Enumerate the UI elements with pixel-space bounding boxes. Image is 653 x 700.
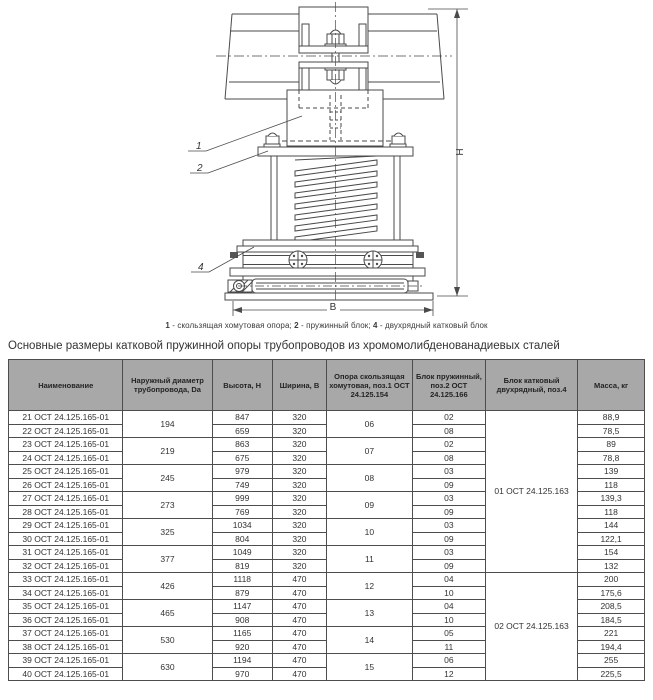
table-cell: 184,5 — [578, 613, 645, 627]
column-header: Блок пружинный, поз.2 ОСТ 24.125.166 — [412, 360, 485, 411]
caption-num-4: 4 — [373, 321, 378, 330]
column-header: Наружный диаметр трубопровода, Da — [123, 360, 212, 411]
table-cell: 08 — [412, 424, 485, 438]
table-cell: 25 ОСТ 24.125.165-01 — [9, 465, 123, 479]
table-cell: 769 — [212, 505, 272, 519]
table-cell: 09 — [412, 559, 485, 573]
table-cell: 08 — [326, 465, 412, 492]
table-cell: 470 — [272, 667, 326, 681]
column-header: Блок катковый двухрядный, поз.4 — [485, 360, 577, 411]
table-cell: 847 — [212, 411, 272, 425]
dimension-h-label: Н — [455, 148, 466, 156]
drawing-caption — [0, 321, 653, 330]
table-cell: 11 — [326, 546, 412, 573]
table-row — [9, 411, 645, 425]
table-cell: 320 — [272, 505, 326, 519]
table-cell: 01 ОСТ 24.125.163 — [485, 411, 577, 573]
table-cell: 02 — [412, 438, 485, 452]
table-cell: 03 — [412, 465, 485, 479]
caption-text-1: - скользящая хомутовая опора; — [169, 321, 295, 330]
table-cell: 07 — [326, 438, 412, 465]
table-cell: 29 ОСТ 24.125.165-01 — [9, 519, 123, 533]
table-cell: 89 — [578, 438, 645, 452]
dimension-b-label: В — [329, 302, 337, 313]
table-cell: 144 — [578, 519, 645, 533]
table-cell: 219 — [123, 438, 212, 465]
table-cell: 31 ОСТ 24.125.165-01 — [9, 546, 123, 560]
table-cell: 12 — [412, 667, 485, 681]
table-cell: 255 — [578, 654, 645, 668]
table-cell: 175,6 — [578, 586, 645, 600]
table-cell: 06 — [412, 654, 485, 668]
table-cell: 30 ОСТ 24.125.165-01 — [9, 532, 123, 546]
table-cell: 320 — [272, 478, 326, 492]
table-cell: 225,5 — [578, 667, 645, 681]
table-cell: 09 — [412, 505, 485, 519]
caption-num-1: 1 — [165, 321, 170, 330]
table-cell: 154 — [578, 546, 645, 560]
caption-num-2: 2 — [294, 321, 299, 330]
table-cell: 03 — [412, 519, 485, 533]
table-cell: 999 — [212, 492, 272, 506]
table-cell: 04 — [412, 600, 485, 614]
table-cell: 118 — [578, 505, 645, 519]
table-cell: 470 — [272, 640, 326, 654]
pipe-clamp-lower — [299, 62, 368, 90]
table-cell: 320 — [272, 559, 326, 573]
caption-text-2: - пружинный блок; — [298, 321, 373, 330]
table-cell: 1034 — [212, 519, 272, 533]
table-cell: 08 — [412, 451, 485, 465]
table-cell: 320 — [272, 519, 326, 533]
table-cell: 1165 — [212, 627, 272, 641]
table-cell: 908 — [212, 613, 272, 627]
column-header: Опора скользящая хомутовая, поз.1 ОСТ 24.125.154 — [326, 360, 412, 411]
table-cell: 377 — [123, 546, 212, 573]
table-cell: 470 — [272, 573, 326, 587]
table-cell: 02 — [412, 411, 485, 425]
table-cell: 03 — [412, 546, 485, 560]
table-cell: 10 — [326, 519, 412, 546]
table-cell: 194 — [123, 411, 212, 438]
table-cell: 1194 — [212, 654, 272, 668]
table-cell: 26 ОСТ 24.125.165-01 — [9, 478, 123, 492]
table-cell: 23 ОСТ 24.125.165-01 — [9, 438, 123, 452]
table-cell: 530 — [123, 627, 212, 654]
table-cell: 05 — [412, 627, 485, 641]
table-cell: 40 ОСТ 24.125.165-01 — [9, 667, 123, 681]
table-cell: 118 — [578, 478, 645, 492]
table-cell: 28 ОСТ 24.125.165-01 — [9, 505, 123, 519]
table-cell: 139,3 — [578, 492, 645, 506]
column-header: Высота, Н — [212, 360, 272, 411]
table-cell: 02 ОСТ 24.125.163 — [485, 573, 577, 681]
slider-support-box — [287, 90, 383, 146]
table-cell: 470 — [272, 654, 326, 668]
table-cell: 09 — [326, 492, 412, 519]
table-cell: 39 ОСТ 24.125.165-01 — [9, 654, 123, 668]
table-cell: 979 — [212, 465, 272, 479]
coil-spring — [295, 156, 377, 242]
table-cell: 04 — [412, 573, 485, 587]
table-cell: 970 — [212, 667, 272, 681]
table-cell: 273 — [123, 492, 212, 519]
table-cell: 804 — [212, 532, 272, 546]
table-cell: 35 ОСТ 24.125.165-01 — [9, 600, 123, 614]
table-cell: 320 — [272, 451, 326, 465]
table-cell: 630 — [123, 654, 212, 681]
table-cell: 863 — [212, 438, 272, 452]
table-cell: 14 — [326, 627, 412, 654]
table-cell: 320 — [272, 424, 326, 438]
part-label-1: 1 — [196, 141, 202, 152]
table-cell: 320 — [272, 546, 326, 560]
table-cell: 1147 — [212, 600, 272, 614]
table-cell: 920 — [212, 640, 272, 654]
table-cell: 36 ОСТ 24.125.165-01 — [9, 613, 123, 627]
table-cell: 24 ОСТ 24.125.165-01 — [9, 451, 123, 465]
technical-drawing — [0, 0, 653, 320]
table-cell: 320 — [272, 492, 326, 506]
table-cell: 38 ОСТ 24.125.165-01 — [9, 640, 123, 654]
table-cell: 12 — [326, 573, 412, 600]
table-body — [9, 411, 645, 681]
table-cell: 320 — [272, 411, 326, 425]
table-cell: 470 — [272, 627, 326, 641]
table-cell: 06 — [326, 411, 412, 438]
table-cell: 1118 — [212, 573, 272, 587]
part-label-4: 4 — [198, 262, 204, 273]
table-cell: 22 ОСТ 24.125.165-01 — [9, 424, 123, 438]
table-cell: 78,8 — [578, 451, 645, 465]
table-cell: 470 — [272, 613, 326, 627]
table-cell: 194,4 — [578, 640, 645, 654]
table-cell: 03 — [412, 492, 485, 506]
caption-text-4: - двухрядный катковый блок — [377, 321, 488, 330]
table-cell: 1049 — [212, 546, 272, 560]
table-cell: 88,9 — [578, 411, 645, 425]
table-cell: 11 — [412, 640, 485, 654]
part-label-2: 2 — [197, 163, 203, 174]
table-cell: 200 — [578, 573, 645, 587]
table-cell: 78,5 — [578, 424, 645, 438]
table-cell: 09 — [412, 478, 485, 492]
table-cell: 122,1 — [578, 532, 645, 546]
table-cell: 320 — [272, 465, 326, 479]
table-cell: 221 — [578, 627, 645, 641]
table-cell: 320 — [272, 532, 326, 546]
table-cell: 325 — [123, 519, 212, 546]
table-cell: 13 — [326, 600, 412, 627]
table-cell: 470 — [272, 586, 326, 600]
table-cell: 465 — [123, 600, 212, 627]
table-cell: 139 — [578, 465, 645, 479]
table-cell: 245 — [123, 465, 212, 492]
table-cell: 34 ОСТ 24.125.165-01 — [9, 586, 123, 600]
roller-block — [225, 240, 433, 300]
dimensions-table — [8, 359, 645, 681]
table-cell: 10 — [412, 613, 485, 627]
table-cell: 132 — [578, 559, 645, 573]
table-cell: 675 — [212, 451, 272, 465]
table-cell: 659 — [212, 424, 272, 438]
table-cell: 37 ОСТ 24.125.165-01 — [9, 627, 123, 641]
table-cell: 208,5 — [578, 600, 645, 614]
table-cell: 21 ОСТ 24.125.165-01 — [9, 411, 123, 425]
table-cell: 819 — [212, 559, 272, 573]
table-cell: 10 — [412, 586, 485, 600]
table-cell: 32 ОСТ 24.125.165-01 — [9, 559, 123, 573]
table-cell: 470 — [272, 600, 326, 614]
table-cell: 749 — [212, 478, 272, 492]
table-cell: 879 — [212, 586, 272, 600]
table-cell: 426 — [123, 573, 212, 600]
column-header: Наименование — [9, 360, 123, 411]
table-cell: 320 — [272, 438, 326, 452]
table-cell: 33 ОСТ 24.125.165-01 — [9, 573, 123, 587]
page-title: Основные размеры катковой пружинной опоры трубопроводов из хромомолибденованадиевых сталей — [8, 340, 560, 352]
pipe-clamp-upper — [299, 7, 368, 53]
table-cell: 27 ОСТ 24.125.165-01 — [9, 492, 123, 506]
table-cell: 15 — [326, 654, 412, 681]
table-row — [9, 573, 645, 587]
table-cell: 09 — [412, 532, 485, 546]
table-head-row — [9, 360, 645, 411]
column-header: Ширина, В — [272, 360, 326, 411]
column-header: Масса, кг — [578, 360, 645, 411]
